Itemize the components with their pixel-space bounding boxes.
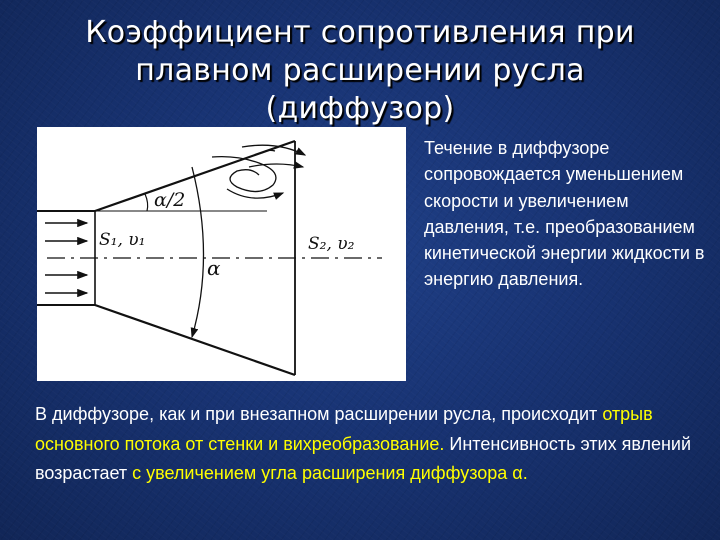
bottom-text-highlight1: отрыв основного потока от стенки и вихреобразование. <box>35 404 653 454</box>
angle-label: α <box>207 256 221 280</box>
slide-title <box>30 14 690 128</box>
outlet-section-label: S₂, υ₂ <box>308 234 355 254</box>
diffuser-drawing <box>37 127 406 381</box>
bottom-text-part2: Интенсивность этих явлений возрастает <box>35 433 692 483</box>
half-angle-arc <box>145 194 148 211</box>
diffuser-bottom-wall <box>95 305 295 375</box>
title-line-1: Коэффициент сопротивления при <box>85 15 635 50</box>
bottom-text-highlight2: с увеличением угла расширения диффузора α <box>132 463 523 483</box>
bottom-text-part1: В диффузоре, как и при внезапном расширении русла, происходит <box>35 404 603 424</box>
bottom-text-end: . <box>522 463 528 483</box>
title-line-2: плавном расширении русла <box>135 53 585 88</box>
inlet-section-label: S₁, υ₁ <box>99 230 146 250</box>
side-description: Течение в диффузоре сопровождается уменьшением скорости и увеличением давления, т.е. преобразованием кинетической энергии жидкости в энергию давления. <box>424 138 705 290</box>
angle-arc <box>192 167 204 337</box>
bottom-description <box>35 400 715 489</box>
diffuser-diagram <box>37 127 406 381</box>
half-angle-label: α/2 <box>154 189 186 211</box>
title-line-3: (диффузор) <box>265 91 455 126</box>
